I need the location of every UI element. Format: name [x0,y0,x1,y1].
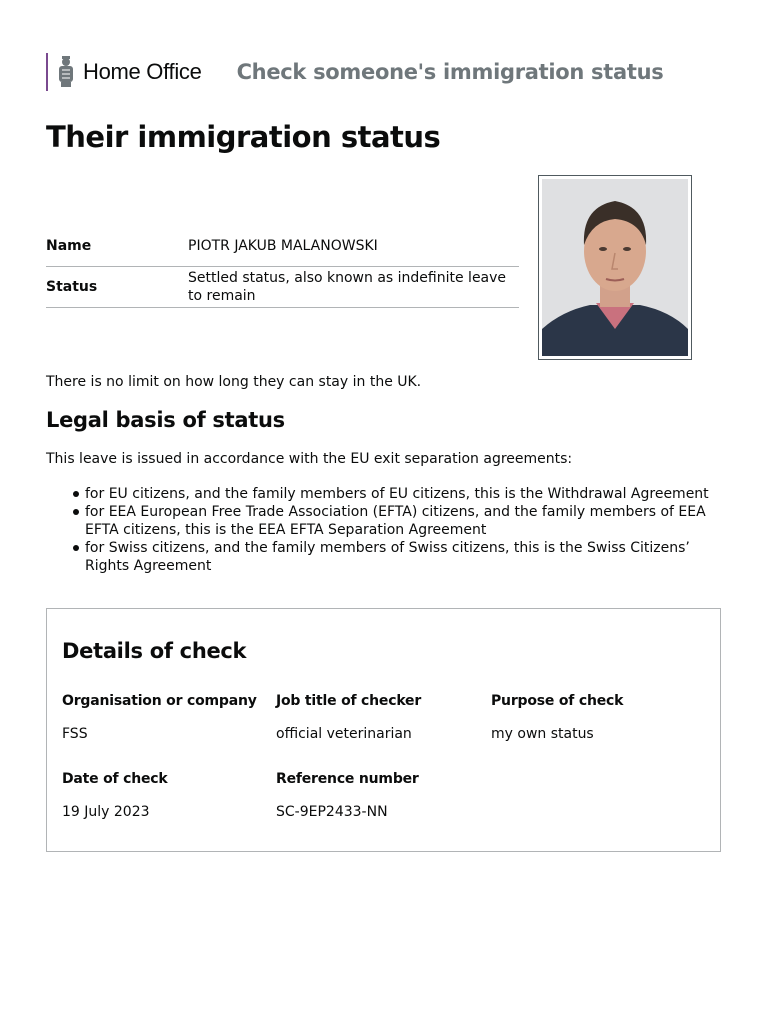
reference-label: Reference number [276,771,419,787]
summary-key: Name [46,237,92,254]
summary-value: PIOTR JAKUB MALANOWSKI [188,237,378,254]
page-title: Their immigration status [46,120,441,154]
legal-basis-intro: This leave is issued in accordance with the EU exit separation agreements: [46,451,573,467]
no-limit-text: There is no limit on how long they can stay in the UK. [46,374,422,390]
details-heading: Details of check [62,639,247,663]
department-name: Home Office [83,59,202,84]
person-photo [538,175,692,360]
organisation-label: Organisation or company [62,693,257,709]
reference-value: SC-9EP2433-NN [276,804,388,820]
job-title-label: Job title of checker [276,693,422,709]
brand-bar [46,53,48,91]
header [46,52,663,92]
list-item: for EU citizens, and the family members of EU citizens, this is the Withdrawal Agreement [85,485,725,503]
date-value: 19 July 2023 [62,804,150,820]
summary-value: Settled status, also known as indefinite leave to remain [188,270,507,304]
legal-basis-heading: Legal basis of status [46,408,285,432]
date-label: Date of check [62,771,168,787]
list-item: for Swiss citizens, and the family members of Swiss citizens, this is the Swiss Citizens’ Rights Agreement [85,539,725,575]
purpose-value: my own status [491,726,594,742]
summary-list [46,225,519,308]
job-title-value: official veterinarian [276,726,412,742]
details-of-check-panel [46,608,721,852]
summary-key: Status [46,279,98,295]
photo-image [542,179,688,356]
organisation-value: FSS [62,726,88,742]
legal-basis-list [85,485,725,575]
service-title[interactable]: Check someone's immigration status [236,60,664,84]
summary-row-name [46,225,519,267]
purpose-label: Purpose of check [491,693,624,709]
list-item: for EEA European Free Trade Association (EFTA) citizens, and the family members of EEA EFTA citizens, this is the EEA EFTA Separation Agreement [85,503,725,539]
royal-crest-icon [56,53,76,91]
summary-row-status [46,267,519,308]
